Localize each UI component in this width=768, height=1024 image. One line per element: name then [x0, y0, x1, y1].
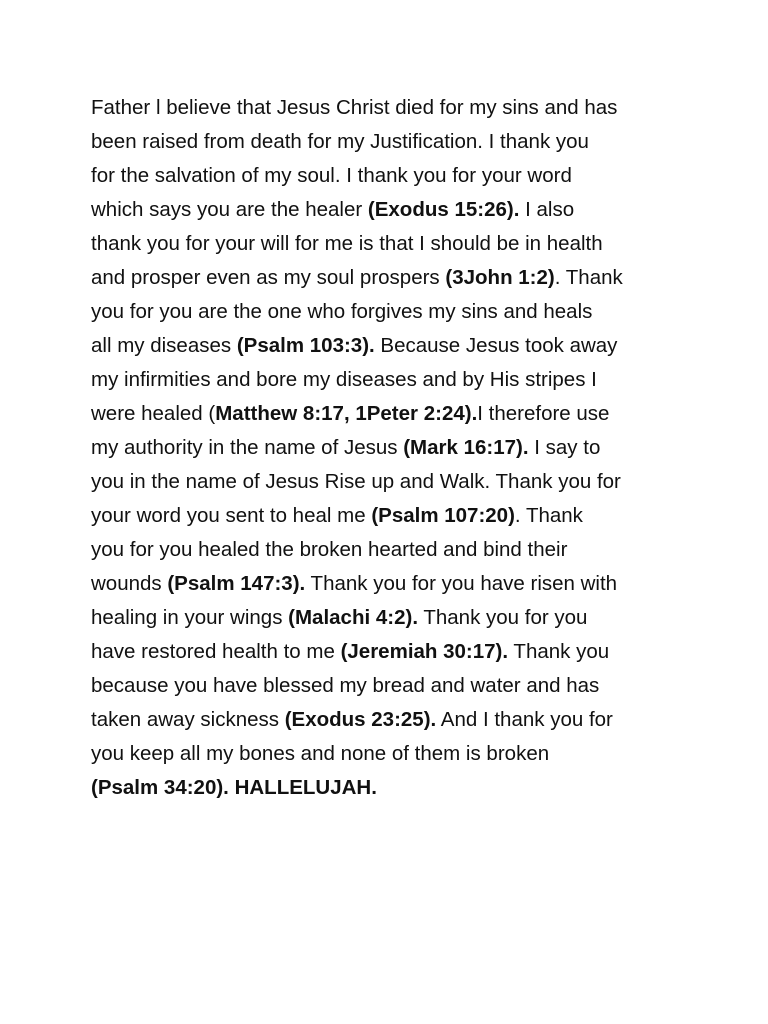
text-line: [91, 635, 711, 669]
text-line: [91, 329, 711, 363]
prayer-text-segment: my authority in the name of Jesus: [91, 436, 404, 459]
scripture-reference: (Exodus 15:26).: [367, 198, 520, 221]
prayer-text-segment: your word you sent to heal me: [91, 504, 372, 527]
prayer-text-segment: And I thank you for: [436, 708, 613, 731]
text-line: [91, 737, 711, 771]
prayer-text-segment: you in the name of Jesus Rise up and Walk. Thank you for: [91, 470, 621, 493]
text-line: [91, 499, 711, 533]
prayer-text-segment: were healed (: [91, 402, 216, 425]
prayer-text-segment: and prosper even as my soul prospers: [91, 266, 446, 289]
prayer-text-segment: my infirmities and bore my diseases and by His stripes I: [91, 368, 597, 391]
prayer-text-segment: all my diseases: [91, 334, 237, 357]
prayer-text-segment: been raised from death for my Justification. I thank you: [91, 130, 589, 153]
text-line: [91, 431, 711, 465]
scripture-reference: (Mark 16:17).: [403, 436, 529, 459]
prayer-text-segment: healing in your wings: [91, 606, 289, 629]
text-line: [91, 193, 711, 227]
text-line: [91, 125, 711, 159]
prayer-text: [91, 91, 711, 805]
text-line: [91, 771, 711, 805]
scripture-reference: Matthew 8:17, 1Peter 2:24).: [215, 402, 478, 425]
scripture-reference: (Psalm 34:20). HALLELUJAH.: [91, 776, 377, 799]
text-line: [91, 397, 711, 431]
prayer-text-segment: Thank you for you: [418, 606, 588, 629]
text-line: [91, 669, 711, 703]
prayer-text-segment: . Thank: [554, 266, 623, 289]
scripture-reference: (Malachi 4:2).: [288, 606, 419, 629]
prayer-text-segment: you for you are the one who forgives my sins and heals: [91, 300, 593, 323]
prayer-text-segment: Father l believe that Jesus Christ died for my sins and has: [91, 96, 618, 119]
text-line: [91, 703, 711, 737]
prayer-text-segment: Thank you: [508, 640, 610, 663]
prayer-text-segment: thank you for your will for me is that I should be in health: [91, 232, 603, 255]
text-line: [91, 159, 711, 193]
text-line: [91, 295, 711, 329]
text-line: [91, 91, 711, 125]
scripture-reference: (Psalm 147:3).: [167, 572, 306, 595]
prayer-text-segment: because you have blessed my bread and water and has: [91, 674, 600, 697]
prayer-text-segment: I say to: [528, 436, 601, 459]
prayer-text-segment: . Thank: [514, 504, 583, 527]
prayer-text-segment: I therefore use: [477, 402, 610, 425]
text-line: [91, 363, 711, 397]
prayer-text-segment: wounds: [91, 572, 168, 595]
text-line: [91, 227, 711, 261]
prayer-text-segment: you for you healed the broken hearted and bind their: [91, 538, 568, 561]
prayer-text-segment: for the salvation of my soul. I thank you for your word: [91, 164, 572, 187]
prayer-text-segment: I also: [519, 198, 575, 221]
prayer-text-segment: taken away sickness: [91, 708, 285, 731]
text-line: [91, 567, 711, 601]
text-line: [91, 261, 711, 295]
text-line: [91, 465, 711, 499]
scripture-reference: (Psalm 107:20): [371, 504, 515, 527]
prayer-text-segment: have restored health to me: [91, 640, 341, 663]
prayer-text-segment: Thank you for you have risen with: [305, 572, 618, 595]
text-line: [91, 601, 711, 635]
scripture-reference: (3John 1:2): [445, 266, 555, 289]
prayer-text-segment: which says you are the healer: [91, 198, 368, 221]
scripture-reference: (Psalm 103:3).: [236, 334, 375, 357]
scripture-reference: (Exodus 23:25).: [284, 708, 437, 731]
scripture-reference: (Jeremiah 30:17).: [340, 640, 509, 663]
prayer-text-segment: you keep all my bones and none of them is broken: [91, 742, 550, 765]
text-line: [91, 533, 711, 567]
prayer-text-segment: Because Jesus took away: [374, 334, 618, 357]
